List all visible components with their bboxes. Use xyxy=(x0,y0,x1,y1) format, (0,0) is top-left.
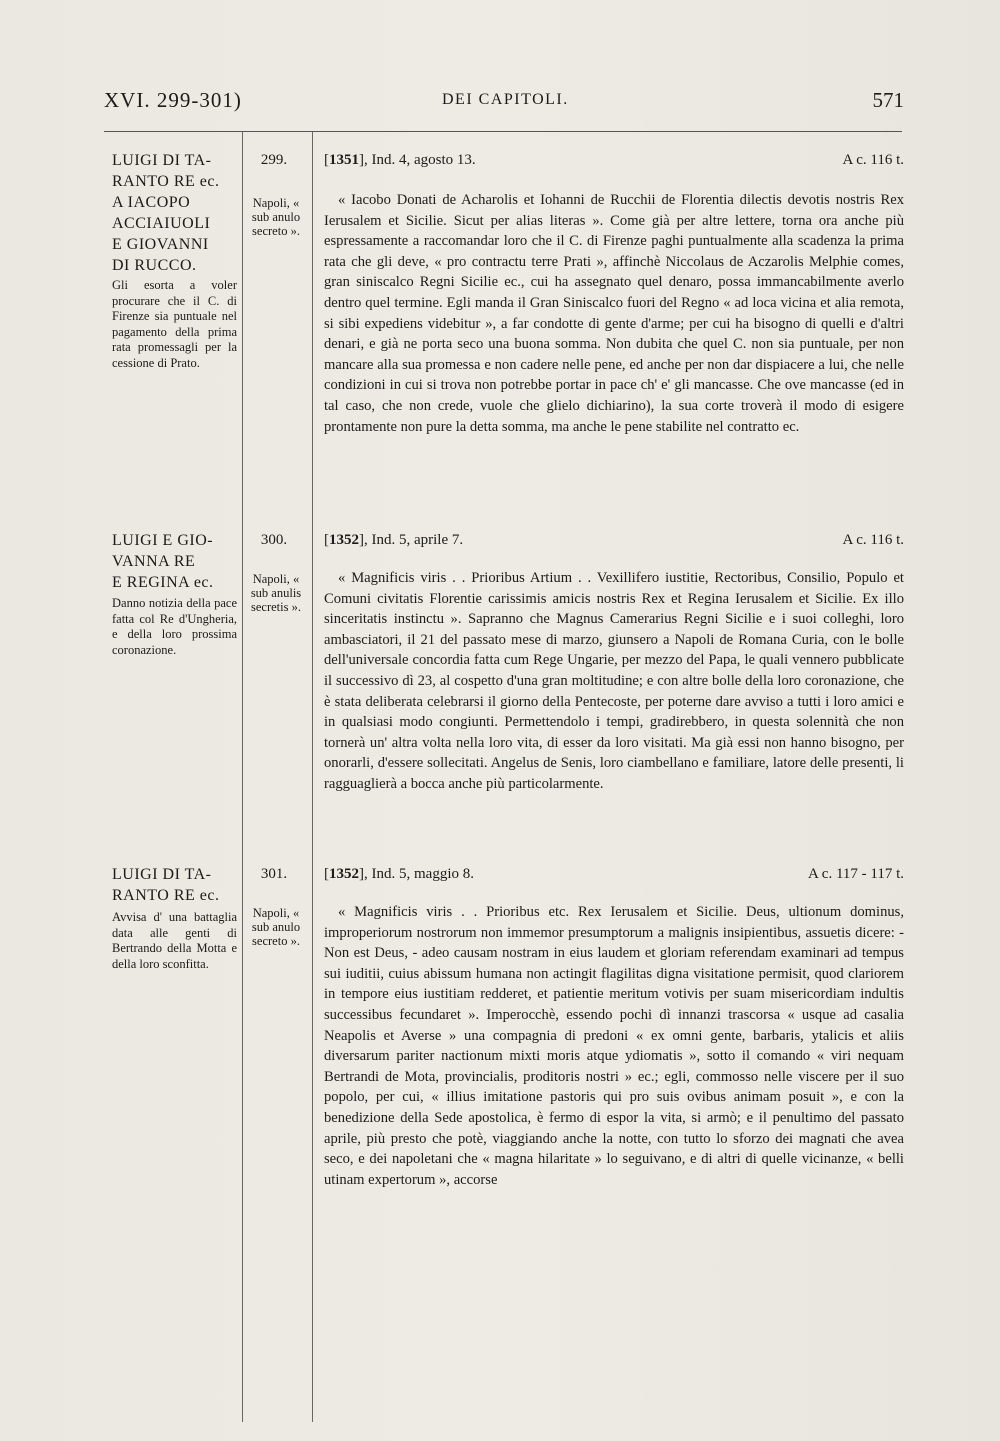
entry-date: [1352], Ind. 5, maggio 8. xyxy=(324,866,474,882)
entry-place: Napoli, « sub anulis secretis ». xyxy=(250,572,302,614)
entry-body: « Iacobo Donati de Acharolis et Iohanni de Rucchii de Florentia dilectis devotis nostris Rex Ierusalem et Sicilie. Sicut per alias literas ». Come già per altre lettere, torna ora anche più espressamente a raccomandar loro che il C. di Firenze paghi puntualmente alla scadenza la prima rata che gli deve, « pro contractu terre Prati », affinchè Niccolaus de Aczarolis Melphie comes, gran siniscalco Regni Sicilie ec., cui ha assegnato quel denaro, possa immancabilmente averlo dentro quel termine. Egli manda il Gran Siniscalco fuori del Regno « ad loca vicina et alia remota, si sibi expediens videbitur », a far condotte di gente d'arme; per cui ha bisogno di quelli e d'altri denari, e già ne porta seco una buona somma. Non dubita che quel C. non sia puntuale, per non mancare alla sua promessa e non cadere nelle pene, ed anche per non dar dispiacere a lui, che nelle condizioni in cui si trova non potrebbe portar in pace ch' e' gli mancasse. Che ove mancasse (ed in tal caso, che non crede, vuole che glielo dichiarino), la sua corte troverà il modo di esigere prontamente non pure la detta somma, ma anche le pene stabilite nel contratto ec. xyxy=(324,192,904,435)
page-number: 571 xyxy=(872,88,904,112)
entry-summary: Avvisa d' una battaglia data alle genti di Bertrando della Motta e della loro sconfitta. xyxy=(112,910,237,971)
title-line: RANTO RE ec. xyxy=(112,173,220,190)
title-line: ACCIAIUOLI xyxy=(112,215,211,232)
entry-300 xyxy=(104,528,904,858)
entry-title xyxy=(112,530,237,593)
entry-299 xyxy=(104,148,904,528)
entry-summary: Gli esorta a voler procurare che il C. di Firenze sia puntuale nel pagamento della prima rata promessagli per la cessione di Prato. xyxy=(112,278,237,370)
title-line: LUIGI DI TA- xyxy=(112,152,212,169)
title-line: RANTO RE ec. xyxy=(112,887,220,904)
entry-date-rest: ], Ind. 5, aprile 7. xyxy=(359,532,464,548)
entry-archive-ref: A c. 116 t. xyxy=(842,152,904,168)
header-rule xyxy=(104,131,902,132)
entry-year: 1352 xyxy=(329,532,359,548)
title-line: E GIOVANNI xyxy=(112,236,209,253)
entry-body: « Magnificis viris . . Prioribus etc. Rex Ierusalem et Sicilie. Deus, ultionum dominus, improperiorum nostrorum non immemor presumptorum a malignis insipientibus, assuetis dicere: - Non est Deus, - adeo causam nostram in eius laudem et gloriam referendam examinari ad tempus sui iuditii, cuius abissum humana non actingit flagilitas digna visitatione permisit, quod clariorem in tempore eius iustitiam redderet, et patientie meritum votivis per suam misericordiam indultis successibus fecundaret ». Imperocchè, essendo pochi dì innanzi trascorsa « usque ad casalia Neapolis et Averse » una compagnia di predoni « ex omni gente, barbaris, ytalicis et aliis diversarum pariter nactionum mixti moris atque ydiomatis », sotto il comando « viri nequam Bertrandi de Mota, provincialis, proditoris nostri » ec.; egli, commosso nelle viscere per il suo popolo, per cui, « illius imitatione pastoris qui pro suis ovibus animam posuit », e con la benedizione della Sede apostolica, è fermo di espor la vita, si armò; e il penultimo del passato aprile, più presto che potè, viaggiando anche la notte, con tutto lo sforzo dei magnati che avea seco, e dei napoletani che « magna hilaritate » lo seguivano, e di altri di quelle vicinanze, « belli utinam expertorum », accorse xyxy=(324,904,904,1188)
title-line: LUIGI E GIO- xyxy=(112,532,214,549)
entry-archive-ref: A c. 116 t. xyxy=(842,532,904,548)
entry-year: 1351 xyxy=(329,152,359,168)
title-line: LUIGI DI TA- xyxy=(112,866,212,883)
title-line: A IACOPO xyxy=(112,194,191,211)
entry-date-rest: ], Ind. 5, maggio 8. xyxy=(359,866,474,882)
entry-date: [1351], Ind. 4, agosto 13. xyxy=(324,152,476,168)
title-line: E REGINA ec. xyxy=(112,574,214,591)
entry-place: Napoli, « sub anulo secreto ». xyxy=(251,906,301,948)
entry-title xyxy=(112,864,237,906)
entry-number: 300. xyxy=(260,532,288,548)
entry-summary: Danno notizia della pace fatta col Re d'Ungheria, e della loro prossima coronazione. xyxy=(112,596,237,657)
entry-body: « Magnificis viris . . Prioribus Artium . . Vexillifero iustitie, Rectoribus, Consilio, Populo et Comuni civitatis Florentie carissimis amicis nostris Rex et Regina Ierusalem et Sicilie. Ex illo sinceritatis instinctu ». Sapranno che Magnus Camerarius Regni Sicilie e i suoi colleghi, loro ambasciatori, il 21 del passato mese di marzo, giunsero a Napoli de Romana Curia, con le bolle dell'universale concordia fatta cum Rege Ungarie, per mezzo del Papa, le quali vennero pubblicate il successivo dì 23, al cospetto d'una gran moltitudine; e con altre bolle della loro coronazione, che è stata deliberata celebrarsi il giorno della Pentecoste, per poterne dare avviso a tutti i loro amici e in qualsiasi modo congiunti. Permettendolo i tempi, gradirebbero, in questa solennità che non tornerà un' altra volta nella loro vita, di esser da loro visitati. Ma già essi non hanno bisogno, per onorarli, d'essere sollecitati. Angelus de Senis, loro ciambellano e familiare, latore delle presenti, li ragguaglierà a bocca anche più particolarmente. xyxy=(324,570,904,792)
entry-year: 1352 xyxy=(329,866,359,882)
entry-title xyxy=(112,150,237,276)
entry-date-rest: ], Ind. 4, agosto 13. xyxy=(359,152,476,168)
entry-place: Napoli, « sub anulo secreto ». xyxy=(251,196,301,238)
running-head-left: XVI. 299-301) xyxy=(104,88,242,112)
running-head-title: DEI CAPITOLI. xyxy=(442,91,569,108)
entry-number: 299. xyxy=(260,152,288,168)
entry-number: 301. xyxy=(260,866,288,882)
title-line: VANNA RE xyxy=(112,553,196,570)
entry-archive-ref: A c. 117 - 117 t. xyxy=(808,866,904,882)
entry-301 xyxy=(104,862,904,1422)
entry-date: [1352], Ind. 5, aprile 7. xyxy=(324,532,464,548)
page-header xyxy=(104,88,904,114)
title-line: DI RUCCO. xyxy=(112,257,197,274)
